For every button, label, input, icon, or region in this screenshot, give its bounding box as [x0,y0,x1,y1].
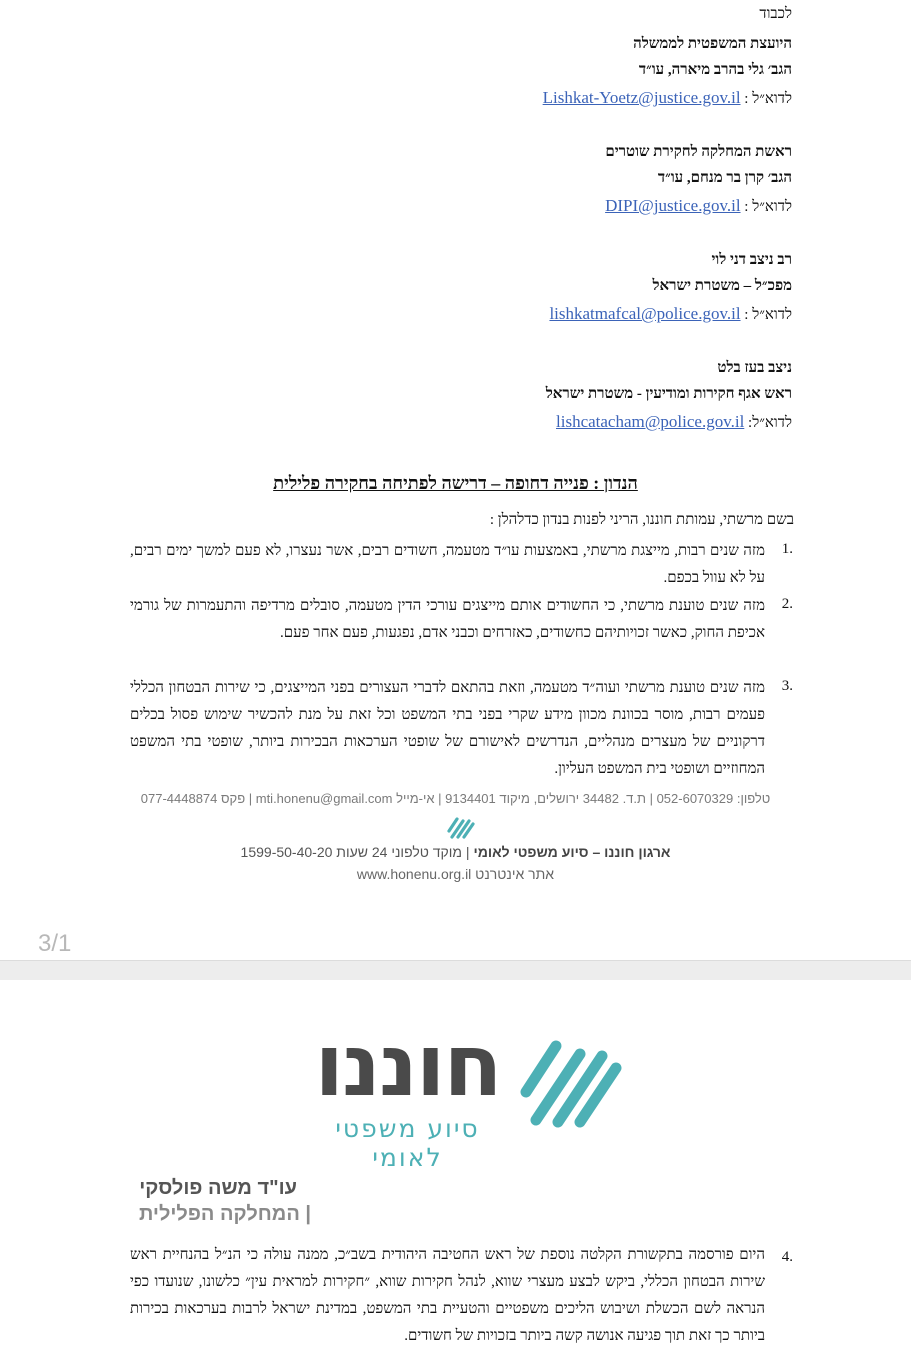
recipient-4-name: ראש אגף חקירות ומודיעין - משטרת ישראל [545,386,792,402]
recipient-3-email-link[interactable]: lishkatmafcal@police.gov.il [549,304,741,323]
recipient-4-title: ניצב בעז בלט [717,360,792,376]
paragraph-3: מזה שנים טוענת מרשתי ועוה״ד מטעמה, וזאת בהתאם לדברי העצורים בפני המייצגים, כי שירות הבטחון הכללי פעמים רבות, מוסר בכוונת מכוון מידע שקרי בפני בתי המשפט וכל זאת על מנת להכשיר שימוש פסול בכלים דרקוניים של מעצרים מנהליים, הנדרשים לאישורם של שופטי הערכאות הבכירות ביותר, שופטי בתי המשפט המחוזיים ושופטי בית המשפט העליון. [130,680,765,777]
email-label: לדוא״ל : [744,199,792,215]
recipient-2-email-link[interactable]: DIPI@justice.gov.il [605,196,741,215]
recipient-4-email-line [556,412,792,432]
recipient-3-title: רב ניצב דני לוי [711,252,792,268]
paragraph-3-number: 3. [781,678,793,694]
paragraph-2-number: 2. [781,596,793,612]
recipient-4-email-link[interactable]: lishcatacham@police.gov.il [556,412,745,431]
salutation: לכבוד [759,6,792,22]
signatory-department: | המחלקה הפלילית [138,1203,311,1225]
footer-org-name: ארגון חוננו – סיוע משפטי לאומי [473,844,671,860]
footer-contact: טלפון: 052-6070329 | ת.ד. 34482 ירושלים, מיקוד 9134401 | אי-מייל mti.honenu@gmail.com | פקס 077-4448874 [140,791,771,806]
paragraph-1-number: 1. [781,541,793,557]
recipient-3-name: מפכ״ל – משטרת ישראל [652,278,792,294]
logo-tagline: סיוע משפטי לאומי [335,1114,480,1172]
footer-org [0,844,911,860]
honenu-logo [300,1016,630,1172]
letter-intro: בשם מרשתי, עמותת חוננו, הריני לפנות בנדון כדלהלן : [489,512,794,528]
recipient-2-title: ראשת המחלקה לחקירת שוטרים [605,144,792,160]
paragraph-4-number: 4. [781,1249,793,1265]
signatory-name: עו"ד משה פולסקי [139,1177,297,1199]
email-label: לדוא״ל : [744,91,792,107]
recipient-3-email-line [549,304,792,324]
honenu-small-logo-icon [446,814,476,840]
letter-subject: הנדון : פנייה דחופה – דרישה לפתיחה בחקירה פלילית [273,473,638,493]
paragraph-1: מזה שנים רבות, מייצגת מרשתי, באמצעות עו״ד מטעמה, חשודים רבים, אשר נעצרו, לא פעם למשך ימים רבים, על לא עוול בכפם. [130,543,765,586]
footer-website: אתר אינטרנט www.honenu.org.il [356,866,555,882]
email-label: לדוא״ל: [748,415,792,431]
recipient-1-email-line [543,88,792,108]
honenu-stripes-logo-icon [518,1034,623,1130]
recipient-2-email-line [605,196,792,216]
page-divider [0,960,911,980]
recipient-1-name: הגב׳ גלי בהרב מיארה, עו״ד [638,62,792,78]
page-indicator: 3/1 [38,930,72,957]
email-label: לדוא״ל : [744,307,792,323]
recipient-2-name: הגב׳ קרן בר מנחם, עו״ד [657,170,792,186]
recipient-1-email-link[interactable]: Lishkat-Yoetz@justice.gov.il [542,88,741,107]
footer-hotline: | מוקד טלפוני 24 שעות 1599-50-40-20 [240,844,470,860]
paragraph-2: מזה שנים טוענת מרשתי, כי החשודים אותם מייצגים עורכי הדין מטעמה, סובלים מרדיפה והתעמרות של גורמי אכיפת החוק, כאשר זכויותיהם כחשודים, כאזרחים וכבני אדם, נפגעות, פעם אחר פעם. [130,598,765,641]
logo-name: חוננו [314,1016,501,1116]
recipient-1-title: היועצת המשפטית לממשלה [633,36,792,52]
paragraph-4: היום פורסמה בתקשורת הקלטה נוספת של ראש החטיבה היהודית בשב״כ, ממנה עולה כי הנ״ל בהנחיית ראש שירות הבטחון הכללי, ביקש לבצע מעצרי שווא, לנהל חקירות שווא, ״חקירות למראית עין״ כלשונו, שנועדו כפי הנראה לשם הכשלת ושיבוש הליכים משפטיים והטעיית בתי המשפט, במדינת ישראל לרבות בערכאות בכירות ביותר כך זאת תוך פגיעה אנושה קשה ביותר בזכויות של חשודים. [130,1247,765,1344]
